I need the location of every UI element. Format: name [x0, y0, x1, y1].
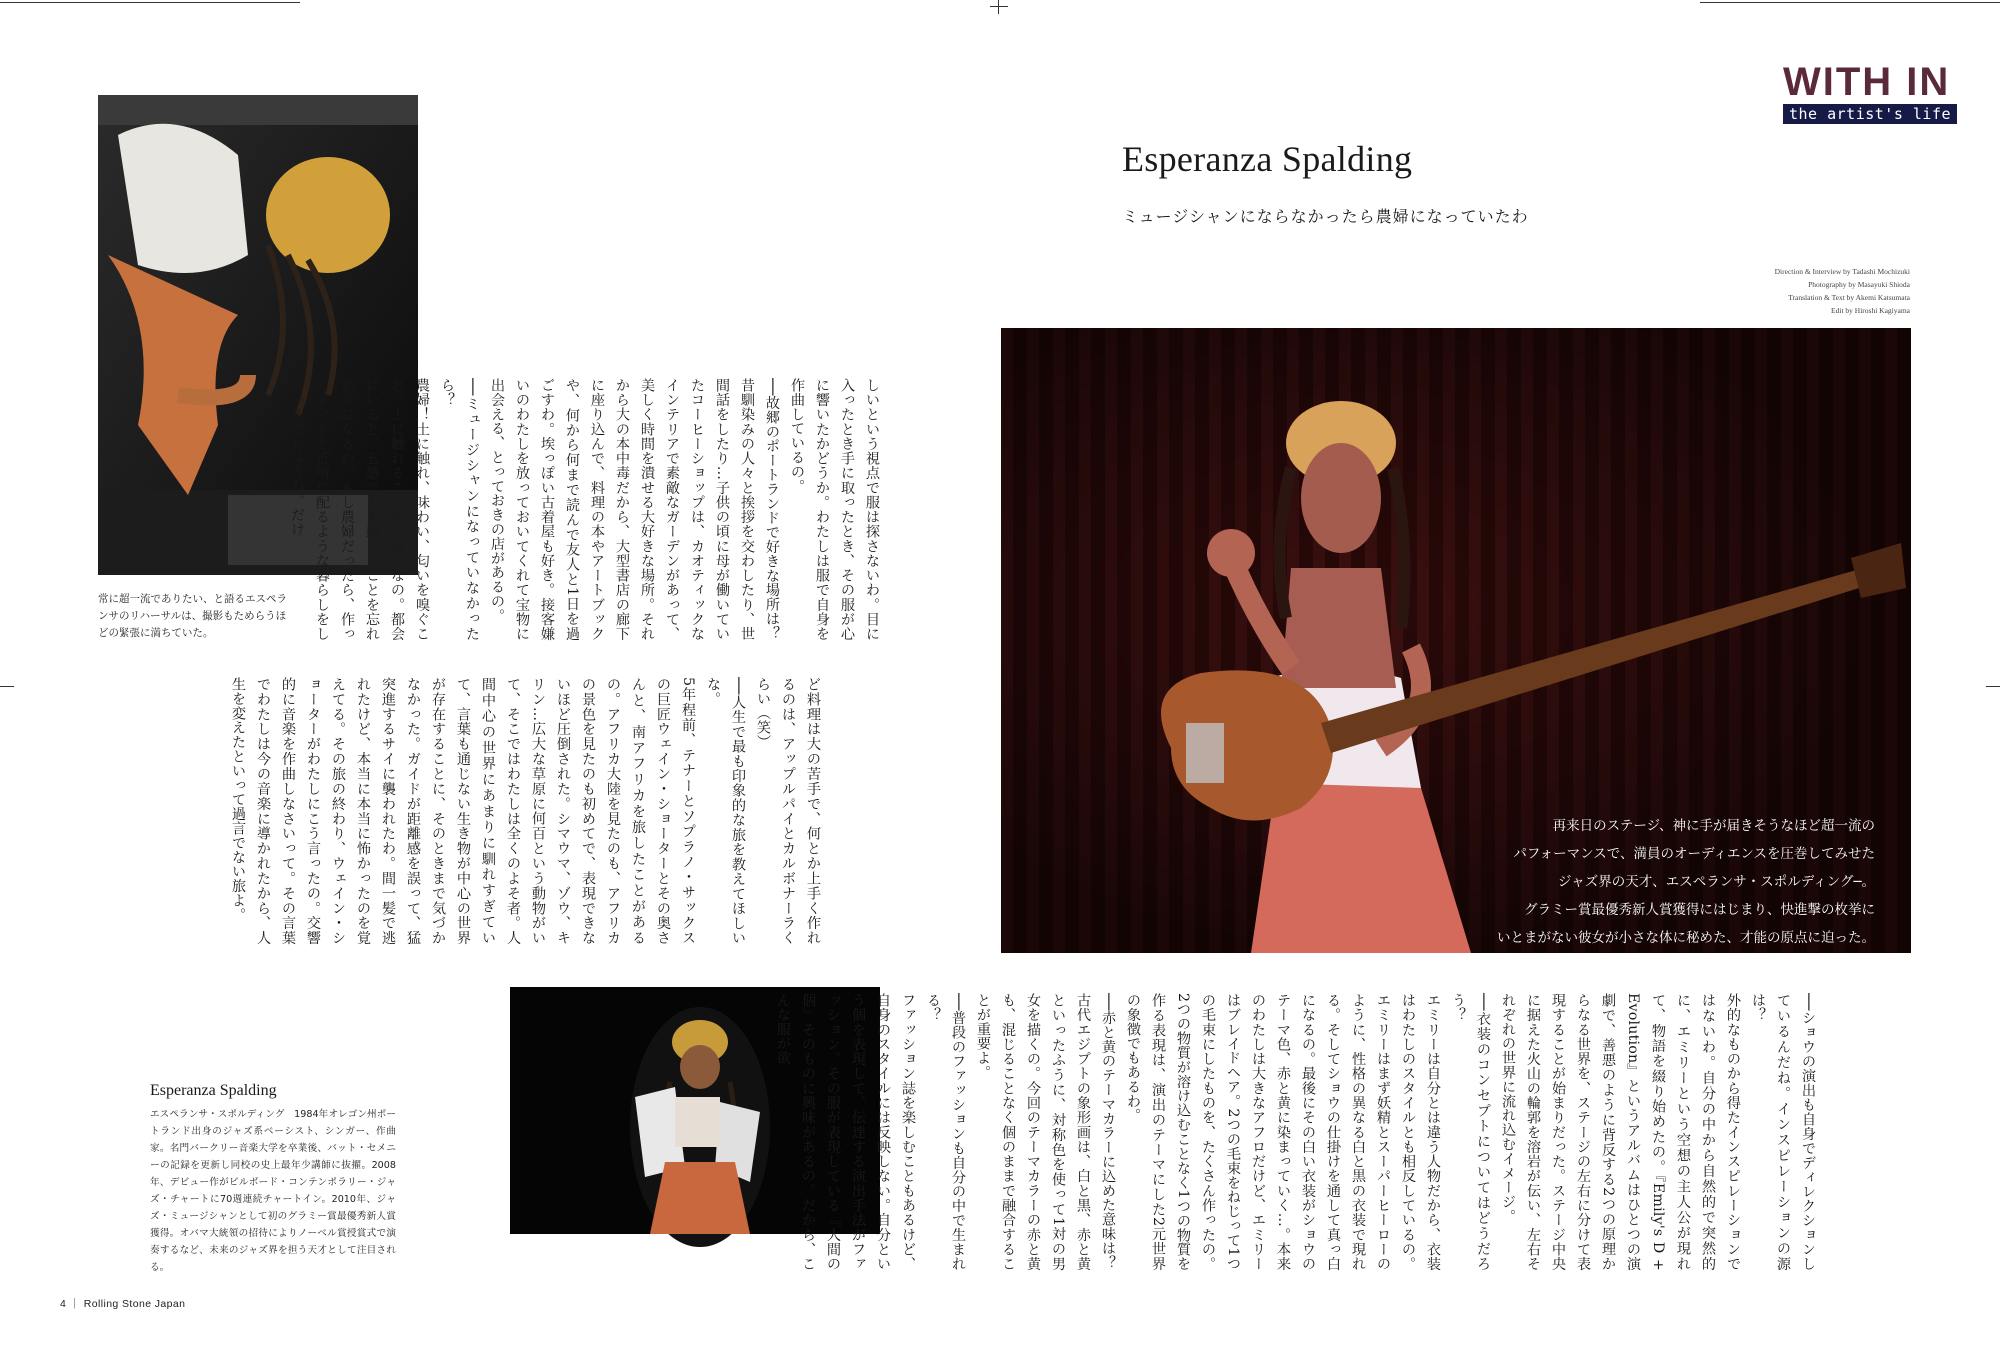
- section-logo-top: WITH IN: [1783, 60, 1951, 104]
- crop-mark: [990, 6, 1008, 7]
- article-title: Esperanza Spalding: [1122, 139, 1413, 179]
- section-logo-bottom: the artist's life: [1783, 104, 1957, 124]
- stage-photo-caption: 再来日のステージ、神に手が届きそうなほど超一流の パフォーマンスで、満員のオーディエンスを圧巻してみせた ジャズ界の天才、エスペランサ・スポルディング─。 グラミー賞最優秀新人賞獲得にはじまり、快進撃の枚挙に いとまがない彼女が小さな体に秘めた、才能の原点に迫った。: [1497, 818, 1875, 946]
- article-subtitle: ミュージシャンにならなかったら農婦になっていたわ: [1122, 207, 1529, 226]
- crop-mark: [1986, 686, 2000, 687]
- bio-title: Esperanza Spalding: [150, 1082, 277, 1099]
- body-column-1: しいという視点で服は探さないわ。目に入ったとき手に取ったとき、その服が心に響いたかどうか。わたしは服で自身を作曲しているの。 ──故郷のポートランドで好きな場所は？ 昔馴染みの人々と挨拶を交わしたり、世間話をしたり…子供の頃に母が働いていたコーヒーショップは、カオティックなインテリアで素敵なガーデンがあって、美しく時間を潰せる大好きな場所。それから大の本中毒だから、大型書店の廊下に座り込んで、料理の本やアートブックや、何から何まで読んで友人と1日を過ごすわ。埃っぽい古着屋も好き。接客嫌いのわたしを放っておいてくれて宝物に出会える、とっておきの店があるの。 ──ミュージシャンになっていなかったら？ 農婦！土に触れ、味わい、匂いを嗅ぐこと。土に触れることが大好きなの。都会にいると、五感で土を感じることを忘れがちになるわ。もし農婦だったら、作ったトマトを近所に配るような暮らしをしているでしょうね。だけ: [289, 378, 880, 641]
- crop-mark: [1700, 2, 2000, 3]
- article-credits: Direction & Interview by Tadashi Mochizuki Photography by Masayuki Shioda Translation & Text by Akemi Katsumata Edit by Hiroshi Kagiyama: [1774, 267, 1910, 315]
- crop-mark: [0, 686, 14, 687]
- page-folio: 4 ｜ Rolling Stone Japan: [60, 1298, 186, 1310]
- crop-mark: [0, 2, 300, 3]
- bio-box: [150, 1082, 396, 1276]
- body-column-3: ──ショウの演出も自身でディレクションしているんだね。インスピレーションの源は？ 外的なものから得たインスピレーションではないわ。自分の中から自然的で突然的に、エミリーという空想の主人公が現れて、物語を綴り始めたの。『Emily's D + Evolution』というアルバムはひとつの演劇で、善悪のように背反する2つの原理からなる世界を、ステージの左右に分けて表現することが始まりだった。ステージ中央に据えた火山の輪郭を溶岩が伝い、左右それぞれの世界に流れ込むイメージ。 ──衣装のコンセプトについてはどうだろう？ エミリーは自分とは違う人物だから、衣装はわたしのスタイルとも相反しているの。エミリーはまず妖精とスーパーヒーローのように、性格の異なる白と黒の衣装で現れる。そしてショウの仕掛けを通して真っ白になるの。最後にその白い衣装がショウのテーマ色、赤と黄に染まっていく…。本来のわたしは大きなアフロだけど、エミリーはブレイドヘア。2つの毛束をねじって1つの毛束にしたものを、たくさん作ったの。2つの物質が溶け込むことなく1つの物質を作る表現は、演出のテーマにした2元世界の象徴でもあるわ。 ──赤と黄のテーマカラーに込めた意味は？ 古代エジプトの象形画は、白と黒、赤と黄といったふうに、対称色を使って1対の男女を描くの。今回のテーマカラーの赤と黄も、混じることなく個のままで融合することが重要よ。 ──普段のファッションも自分の中で生まれる？ ファッション誌を楽しむこともあるけど、自身のスタイルには反映しない。自分という個を表現して、伝達する演出手法がファッション。その服が表現している『人間の個』そのものに興味があるの。だから、こんな服が欲: [775, 993, 1816, 1271]
- rehearsal-photo-caption: 常に超一流でありたい、と語るエスペラ ンサのリハーサルは、撮影もためらうほ どの緊張に満ちていた。: [98, 593, 287, 639]
- body-column-2: ど料理は大の苦手で、何とか上手く作れるのは、アップルパイとカルボナーラくらい（笑） ──人生で最も印象的な旅を教えてほしいな。 5年程前、テナーとソプラノ・サックスの巨匠ウェイン・ショーターとその奥さんと、南アフリカを旅したことがあるの。アフリカ大陸を見たのも、アフリカの景色を見たのも初めてで、表現できないほど圧倒された。シマウマ、ゾウ、キリン…広大な草原に何百という動物がいて、そこではわたしは全くのよそ者。人間中心の世界にあまりに馴れすぎていて、言葉も通じない生き物が中心の世界が存在することに、そのときまで気づかなかった。ガイドが距離感を誤って、猛突進するサイに襲われたわ。間一髪で逃れたけど、本当に本当に怖かったのを覚えてる。その旅の終わり、ウェイン・ショーターがわたしにこう言ったの。交響的に音楽を作曲しなさいって。その言葉でわたしは今の音楽に導かれたから、人生を変えたといって過言でない旅よ。: [230, 677, 821, 945]
- section-logo: [1783, 62, 1958, 124]
- crop-mark: [998, 0, 999, 14]
- bio-text: エスペランサ・スポルディング 1984年オレゴン州ポートランド出身のジャズ系ベーシスト、シンガー、作曲家。名門バークリー音楽大学を卒業後、バット・セメニーの記録を更新し同校の史上最年少講師に抜擢。2008年、デビュー作がビルボード・コンテンポラリー・ジャズ・チャートに70週連続チャートイン。2010年、ジャズ・ミュージシャンとして初のグラミー賞最優秀新人賞獲得。オバマ大統領の招待によりノーベル賞授賞式で演奏するなど、未来のジャズ界を担う天才として注目される。: [150, 1109, 396, 1273]
